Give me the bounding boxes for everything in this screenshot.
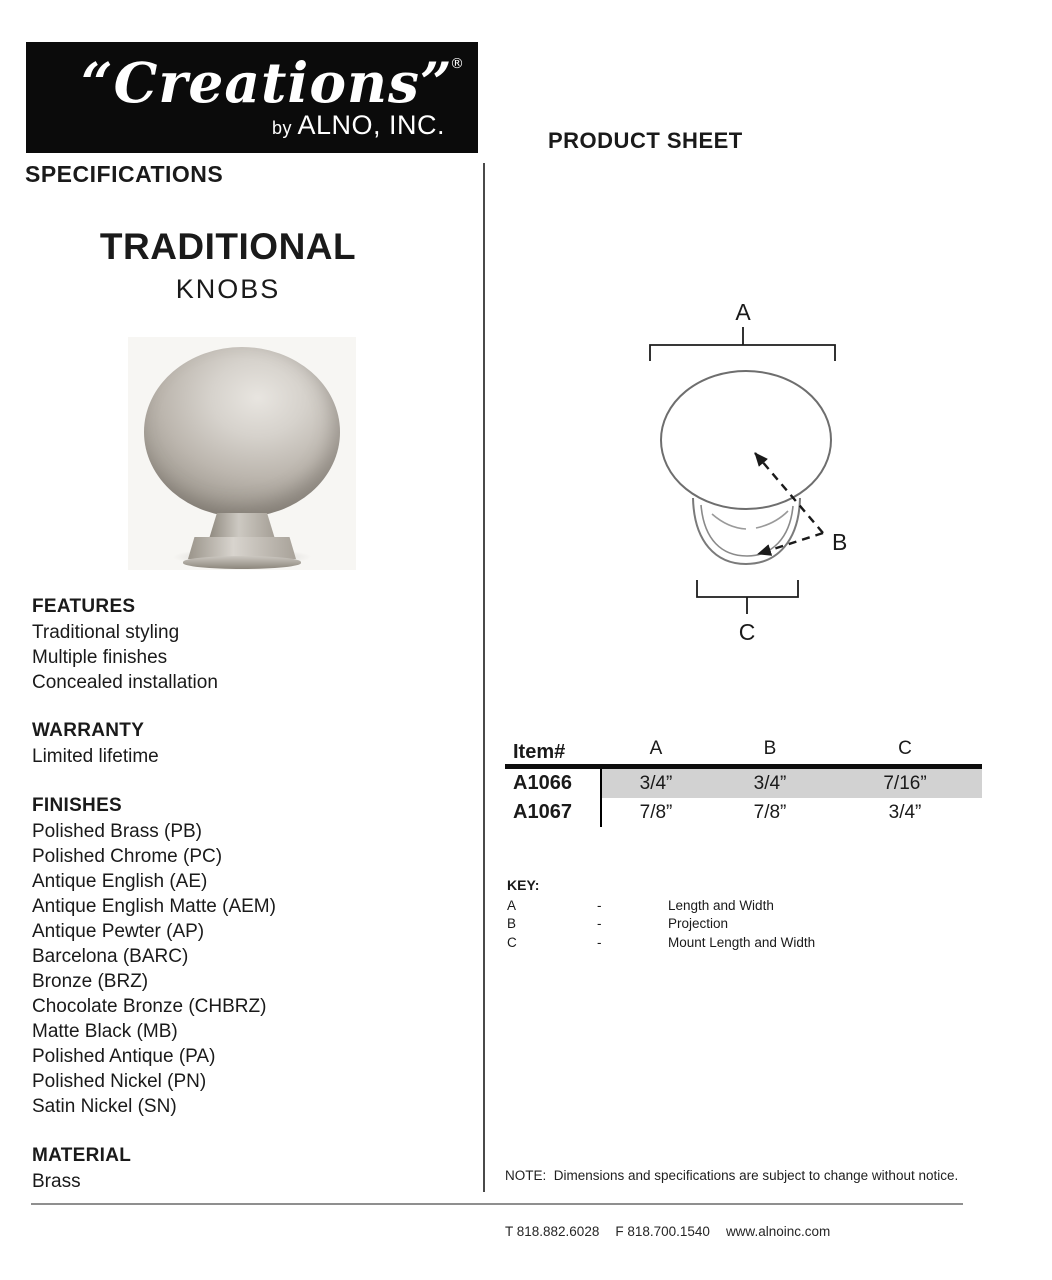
table-header-values: [600, 733, 982, 764]
footer-website: www.alnoinc.com: [725, 1224, 831, 1239]
logo-byline-by: by: [271, 118, 298, 138]
dim-c-value: 7/16”: [883, 772, 927, 794]
footer-phone: T 818.882.6028: [505, 1224, 600, 1239]
features-heading: FEATURES: [32, 596, 136, 617]
finishes-heading: FINISHES: [32, 795, 123, 816]
logo-byline-company: ALNO, INC.: [297, 110, 445, 140]
material-section: [32, 1143, 131, 1194]
key-dash: -: [597, 916, 602, 931]
knob-circle-outline: [661, 371, 831, 509]
specifications-heading: SPECIFICATIONS: [25, 161, 224, 187]
dimension-c-label: C: [738, 619, 756, 645]
finish-item: Antique English Matte (AEM): [32, 896, 276, 917]
key-heading: KEY:: [507, 877, 540, 893]
finish-item: Polished Antique (PA): [32, 1046, 216, 1067]
key-row: [507, 915, 815, 934]
dimension-diagram: [600, 280, 1000, 650]
dimensions-table: [505, 733, 982, 827]
key-dash: -: [597, 934, 602, 950]
title-block: [0, 226, 456, 305]
finish-item: Bronze (BRZ): [32, 971, 149, 992]
key-row: [507, 897, 815, 916]
page-title: TRADITIONAL: [99, 226, 357, 267]
warranty-heading: WARRANTY: [32, 720, 145, 741]
table-header-item: Item#: [513, 741, 566, 763]
knob-head: [144, 347, 340, 517]
dimension-b-label: B: [832, 529, 848, 555]
creations-logo: [26, 42, 478, 153]
material-heading: MATERIAL: [32, 1145, 132, 1166]
key-description: Length and Width: [668, 897, 774, 913]
table-header-c: C: [898, 737, 912, 759]
finish-item: Matte Black (MB): [32, 1021, 178, 1042]
knob-neck: [209, 513, 275, 539]
dimension-a-label: A: [735, 299, 751, 325]
key-dash: -: [597, 897, 602, 913]
footer-rule: [31, 1203, 963, 1205]
dim-a-value: 3/4”: [639, 772, 673, 794]
warranty-section: [32, 718, 159, 769]
dim-a-value: 7/8”: [639, 801, 673, 823]
page-subtitle: KNOBS: [175, 274, 281, 304]
dim-c-value: 3/4”: [888, 801, 922, 823]
registered-trademark-icon: ®: [450, 56, 464, 72]
key-description: Projection: [668, 916, 729, 931]
dim-b-value: 7/8”: [753, 801, 787, 823]
key-letter: C: [507, 934, 517, 950]
feature-item: Traditional styling: [32, 622, 180, 643]
creations-logo-wordmark: “Creations”: [81, 50, 453, 115]
finish-item: Polished Nickel (PN): [32, 1071, 207, 1092]
feature-item: Multiple finishes: [32, 647, 168, 668]
finish-item: Antique Pewter (AP): [32, 921, 205, 942]
features-section: [32, 594, 218, 695]
vertical-divider: [483, 163, 485, 1192]
finishes-section: [32, 793, 276, 1119]
footer-contact: [505, 1224, 830, 1239]
table-header-a: A: [649, 737, 663, 759]
footer-fax: F 818.700.1540: [615, 1224, 710, 1239]
key-letter: A: [507, 897, 517, 913]
table-row-values: [600, 769, 982, 798]
key-description: Mount Length and Width: [668, 934, 816, 950]
finish-item: Satin Nickel (SN): [32, 1096, 177, 1117]
material-item: Brass: [32, 1171, 81, 1192]
dimension-c-bracket: [697, 580, 798, 614]
finish-item: Barcelona (BARC): [32, 946, 189, 967]
finish-item: Chocolate Bronze (CHBRZ): [32, 996, 267, 1017]
key-row: [507, 934, 815, 953]
finish-item: Polished Chrome (PC): [32, 846, 223, 867]
logo-byline: [272, 110, 445, 141]
table-header-row: [505, 733, 982, 769]
product-sheet-heading: PRODUCT SHEET: [548, 128, 743, 153]
key-section: [507, 876, 815, 952]
table-row: [505, 769, 982, 798]
table-row: [505, 798, 982, 827]
knob-base-disk: [183, 556, 301, 569]
finish-item: Antique English (AE): [32, 871, 208, 892]
finish-item: Polished Brass (PB): [32, 821, 203, 842]
key-letter: B: [507, 916, 517, 931]
dimension-a-bracket: [650, 327, 835, 361]
feature-item: Concealed installation: [32, 672, 218, 693]
warranty-item: Limited lifetime: [32, 746, 159, 767]
product-photo: [128, 337, 356, 570]
item-number: A1066: [513, 772, 572, 794]
dim-b-value: 3/4”: [753, 772, 787, 794]
disclaimer-note: NOTE: Dimensions and specifications are subject to change without notice.: [505, 1168, 959, 1183]
item-number: A1067: [513, 801, 572, 823]
table-row-values: [600, 798, 982, 827]
table-header-b: B: [763, 737, 777, 759]
